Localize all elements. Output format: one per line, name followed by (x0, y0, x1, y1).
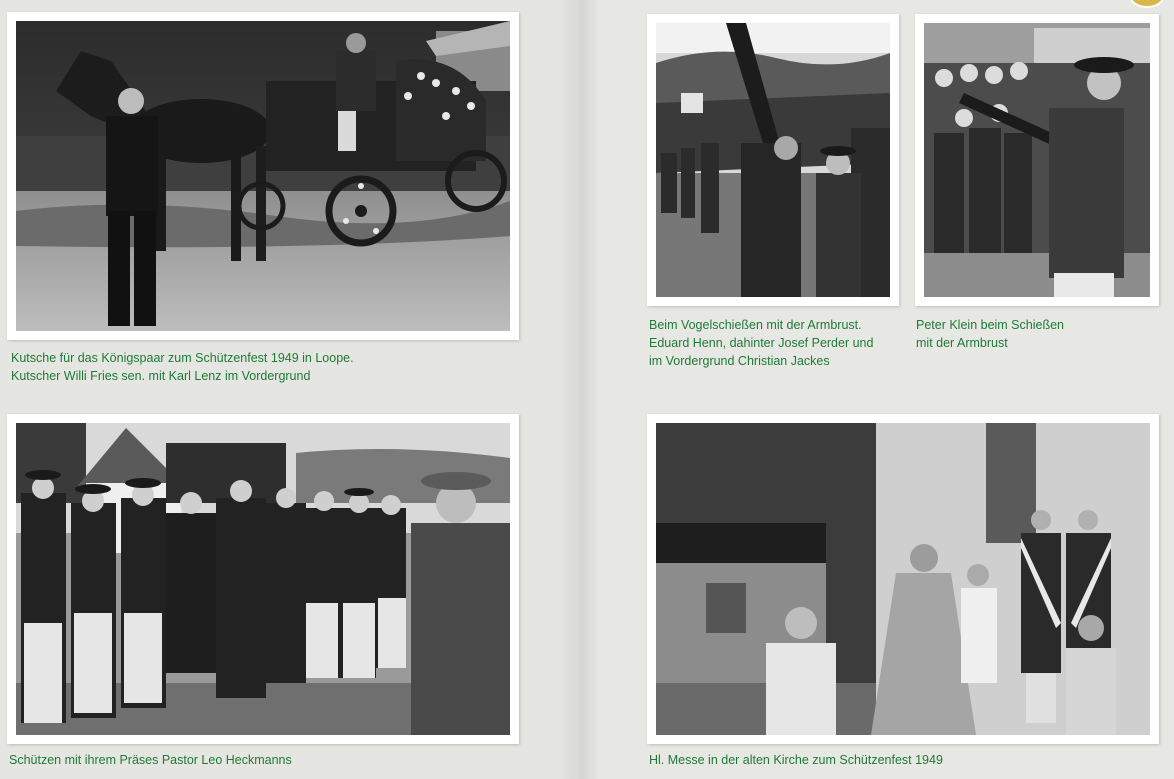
book-gutter (560, 0, 600, 779)
photo-kutsche (16, 21, 510, 331)
caption-kutsche-line1: Kutsche für das Königspaar zum Schützenfest 1949 in Loope. (11, 351, 354, 365)
photo-frame-peter-klein (915, 14, 1159, 306)
caption-schuetzen (9, 751, 292, 769)
caption-peter-klein-line1: Peter Klein beim Schießen (916, 318, 1064, 332)
photo-frame-vogelschiessen (647, 14, 899, 306)
caption-vogelschiessen-line3: im Vordergrund Christian Jackes (649, 354, 830, 368)
photo-schuetzen (16, 423, 510, 735)
caption-peter-klein-line2: mit der Armbrust (916, 336, 1008, 350)
caption-messe (649, 751, 943, 769)
photo-vogelschiessen (656, 23, 890, 297)
caption-kutsche (11, 349, 354, 385)
caption-peter-klein (916, 316, 1064, 352)
caption-vogelschiessen-line2: Eduard Henn, dahinter Josef Perder und (649, 336, 874, 350)
caption-kutsche-line2: Kutscher Willi Fries sen. mit Karl Lenz im Vordergrund (11, 369, 311, 383)
photo-frame-schuetzen (7, 414, 519, 744)
caption-vogelschiessen-line1: Beim Vogelschießen mit der Armbrust. (649, 318, 862, 332)
photo-frame-messe (647, 414, 1159, 744)
photo-frame-kutsche (7, 12, 519, 340)
caption-messe-line1: Hl. Messe in der alten Kirche zum Schützenfest 1949 (649, 753, 943, 767)
caption-vogelschiessen (649, 316, 873, 370)
photo-messe (656, 423, 1150, 735)
photo-peter-klein (924, 23, 1150, 297)
caption-schuetzen-line1: Schützen mit ihrem Präses Pastor Leo Heckmanns (9, 753, 292, 767)
